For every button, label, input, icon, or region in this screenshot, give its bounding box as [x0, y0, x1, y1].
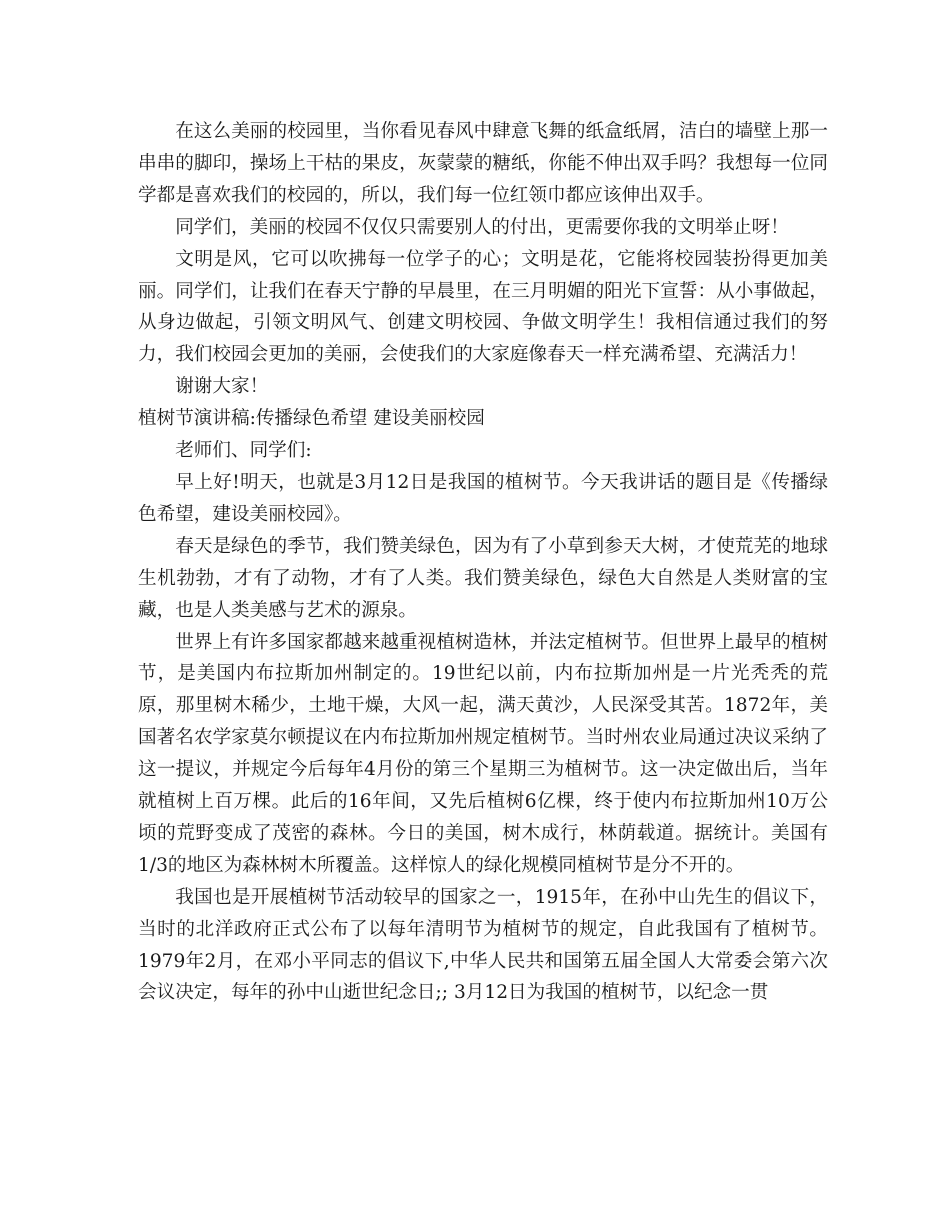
paragraph-greeting: 早上好!明天，也就是3月12日是我国的植树节。今天我讲话的题目是《传播绿色希望，建设美丽校园》。	[138, 471, 828, 525]
paragraph-civilized-conduct: 同学们，美丽的校园不仅仅只需要别人的付出，更需要你我的文明举止呀！	[175, 216, 789, 238]
paragraph-arbor-day-history-us: 世界上有许多国家都越来越重视植树造林，并法定植树节。但世界上最早的植树节，是美国内布拉斯加州制定的。19世纪以前，内布拉斯加州是一片光秃秃的荒原，那里树木稀少，土地干燥，大风一起，满天黄沙，人民深受其苦。1872年，美国著名农学家莫尔顿提议在内布拉斯加州规定植树节。当时州农业局通过决议采纳了这一提议，并规定今后每年4月份的第三个星期三为植树节。这一决定做出后，当年就植树上百万棵。此后的16年间，又先后植树6亿棵，终于使内布拉斯加州10万公顷的荒野变成了茂密的森林。今日的美国，树木成行，林荫载道。据统计。美国有1/3的地区为森林树木所覆盖。这样惊人的绿化规模同植树节是分不开的。	[138, 631, 828, 876]
speech-title: 植树节演讲稿:传播绿色希望 建设美丽校园	[138, 408, 485, 430]
paragraph-green-season: 春天是绿色的季节，我们赞美绿色，因为有了小草到参天大树，才使荒芜的地球生机勃勃，才有了动物，才有了人类。我们赞美绿色，绿色大自然是人类财富的宝藏，也是人类美感与艺术的源泉。	[138, 535, 828, 621]
paragraph-campus-litter: 在这么美丽的校园里，当你看见春风中肆意飞舞的纸盒纸屑，洁白的墙壁上那一串串的脚印，操场上干枯的果皮，灰蒙蒙的糖纸，你能不伸出双手吗？我想每一位同学都是喜欢我们的校园的，所以，我们每一位红领巾都应该伸出双手。	[138, 121, 828, 206]
paragraph-arbor-day-history-china: 我国也是开展植树节活动较早的国家之一，1915年，在孙中山先生的倡议下，当时的北洋政府正式公布了以每年清明节为植树节的规定，自此我国有了植树节。1979年2月，在邓小平同志的倡议下,中华人民共和国第五届全国人大常委会第六次会议决定，每年的孙中山逝世纪念日;; 3月12日为我国的植树节，以纪念一贯	[138, 886, 828, 1004]
paragraph-salutation: 老师们、同学们:	[175, 440, 312, 462]
paragraph-thanks: 谢谢大家！	[175, 376, 269, 398]
document-page	[138, 116, 828, 1009]
paragraph-civilization-pledge: 文明是风，它可以吹拂每一位学子的心；文明是花，它能将校园装扮得更加美丽。同学们，让我们在春天宁静的早晨里，在三月明媚的阳光下宣誓：从小事做起，从身边做起，引领文明风气、创建文明校园、争做文明学生！我相信通过我们的努力，我们校园会更加的美丽，会使我们的大家庭像春天一样充满希望、充满活力！	[138, 248, 828, 366]
